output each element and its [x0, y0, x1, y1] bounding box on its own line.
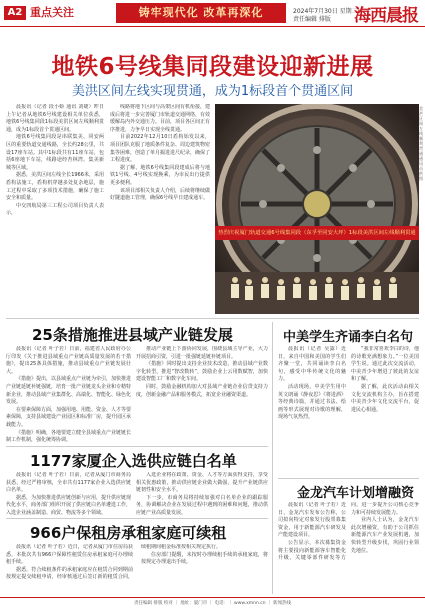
paragraph: 晨报讯（记者 叶子若）日前，记者从厦门市商务局获悉，经过严格审核，全市共有1177家企业入选供应链白名单。 — [6, 472, 131, 494]
story-body — [6, 472, 131, 516]
paragraph: 晨报讯（记者 吴露）近日，来自中国和美国的学生们齐聚一堂，共同诵读李白名句，感受中华传统文化的魅力。 — [278, 346, 346, 383]
story-body — [136, 346, 268, 444]
story-divider — [6, 446, 268, 447]
paragraph: 晨报讯（记者 叶子若）近日，记者从厦门市住房局获悉，本批次共有966户保障性租赁住房承租家庭可办理续租手续。 — [6, 544, 133, 566]
photo-caption: 美洪区间左线顺利贯通 通讯员 供图 — [419, 106, 423, 181]
paragraph: 活动现场，中美学生用中英文朗诵《静夜思》《将进酒》等经典诗篇，并通过书法、绘画等形式展现对诗歌的理解，现场气氛热烈。 — [278, 383, 346, 421]
paragraph: 在要素保障方面，加强用地、用能、资金、人才等要素保障，支持县域建设产业园区和标准厂房，提升园区承载能力。 — [6, 406, 131, 428]
paragraph: 住房部门提醒，未按时办理续租手续的承租家庭，将按规定办理退出手续。 — [141, 551, 268, 566]
paragraph: 该项目部相关负责人介绍，后续将继续做好隧道施工管理，确保6号线早日建成通车。 — [110, 187, 210, 202]
paragraph: 同时，鼓励金融机构加大对县域产业链企业信贷支持力度，创新金融产品和服务模式，拓宽企业融资渠道。 — [136, 383, 268, 398]
paragraph: “我非常喜欢李白的诗，他的诗歌充满想象力。”一位美国学生说。通过此次交流活动，中美青少年增进了彼此的友谊和了解。 — [351, 346, 419, 383]
paragraph: 《措施》同时提出支持企业技术改造，推动县域产业数字化转型，推进“智改数转”，鼓励企业上云用数赋智，加快建设智能工厂和数字化车间。 — [136, 361, 268, 383]
lead-headline: 地铁6号线集同段建设迎新进展 — [51, 54, 374, 80]
slogan-banner: 铸牢现代化 改革再深化 — [116, 3, 286, 23]
paragraph: 晨报讯（记者 段小娇 通讯 刘婕）昨日上午记者从地铁6号线建设相关单位获悉，地铁6号线集同段1标段美洪区间左线顺利贯通，成为1标段首个贯通区间。 — [6, 104, 104, 133]
paragraph: 据悉，符合续租条件的承租家庭应在租赁合同到期前按规定提交续租申请，经审核通过后签订新的租赁合同，续租期间租金标准按相关规定执行。 — [6, 544, 222, 581]
paragraph: 地铁6号线集同段是串联集美、同安两区的重要轨道交通线路，全长约28公里，共设17座车站。其中1标段共有11座车站，包括6座地下车站，线路途经杏林湾、集美新城等区域。 — [6, 134, 104, 171]
paragraph: 推动产业链上下游协同发展，围绕县域主导产业，大力开展招商引资，引进一批强链延链补链项目。 — [136, 346, 268, 360]
edition-info: 责任编辑 排版 — [293, 16, 331, 23]
section-label: 重点关注 — [30, 6, 74, 19]
tunnel-photo-illustration — [215, 104, 419, 314]
tunnel-breakthrough-photo — [215, 104, 419, 314]
paragraph: 中交四航局第三工程公司项目负责人表示， — [6, 202, 104, 217]
issue-date: 2024年7月30日 星期二 — [293, 8, 358, 15]
paragraph: 据了解，此次活动由相关文化交流机构主办，旨在搭建中美青少年文化交流平台，促进民心相通。 — [351, 383, 419, 413]
header-rule — [0, 26, 425, 27]
photo-banner-text: 热烈庆祝厦门轨道交通6号线集同段（东孚至同安大坪）1标段美洪区间左线顺利贯通 — [218, 230, 416, 236]
lead-subheadline: 美洪区间左线实现贯通，成为1标段首个贯通区间 — [71, 84, 354, 99]
story-divider — [278, 478, 419, 479]
newspaper-logo: 海西晨报 — [354, 6, 418, 26]
paragraph: 晨报讯（记者 叶子若）近日，金龙汽车发布公告称，公司拟向特定对象发行股票募集资金，用于新能源汽车研发及产能建设项目。 — [278, 502, 346, 539]
story-headline: 25条措施推进县域产业链发展 — [32, 326, 233, 344]
paragraph: 据悉，为加快推进供应链创新与应用，提升供应链现代化水平，商务部门组织开展了供应链白名单遴选工作，入选企业涵盖制造、商贸、物流等多个领域。 — [6, 494, 131, 516]
paragraph: 下一步，市商务局将持续加强对白名单企业的跟踪服务，协调解决企业在发展过程中遇到的困难和问题，推动供应链产业高质量发展。 — [136, 494, 268, 516]
paragraph: 据了解，地铁6号线集同段建成后将与地铁1号线、4号线实现换乘，为市民出行提供更多便利。 — [110, 164, 210, 186]
page-footer: 责任编辑 排版 校对 ｜ 地址：厦门市 ｜ 电话：｜ www.xmnn.cn ｜ 新闻热线 — [134, 601, 291, 606]
paragraph: 入选企业将在政策、资金、人才等方面获得支持，享受相关优惠政策，推动供应链企业做大做强，提升产业链供应链韧性和安全水平。 — [136, 472, 268, 494]
paragraph: 公告显示，本次募集资金将主要投向新能源客车智能化升级、关键零部件研发等方向，进一步提升公司核心竞争力和可持续发展能力。 — [278, 502, 419, 562]
story-body — [136, 472, 268, 516]
paragraph: 业内人士认为，金龙汽车此次增融资，有助于公司抓住新能源汽车产业发展机遇，加快转型升级步伐，巩固行业领先地位。 — [351, 517, 419, 554]
story-body — [278, 346, 419, 476]
story-body — [278, 502, 419, 594]
footer-rule — [0, 597, 425, 598]
paragraph: 线路将地下区间与高架区间有机衔接，建成后将进一步完善厦门市轨道交通网络，有效缓解岛内外交通压力。目前，项目各区间正有序推进，力争早日实现全线贯通。 — [110, 104, 210, 133]
story-headline: 中美学生齐诵李白名句 — [283, 330, 414, 345]
paragraph: 晨报讯（记者 叶子若）日前，福建省人民政府办公厅印发《关于推进县域重点产业链高质量发展的若干措施》，提出25条具体措施，推动县域重点产业链发展壮大。 — [6, 346, 131, 375]
story-body — [6, 544, 268, 594]
paragraph: 《措施》提出，以县域重点产业链为牵引，加快推进产业链延链补链强链，培育一批产业链龙头企业和专精特新企业，推动县域产业集群化、高端化、智能化、绿色化发展。 — [6, 376, 131, 406]
paragraph: 目前2022年12月10日盾构始发以来，项目团队克服了地质条件复杂、周边建筑物密集等困难，创造了单月掘进进尺纪录，确保了工程进度。 — [110, 134, 210, 164]
story-body — [6, 346, 131, 444]
story-headline: 966户保租房承租家庭可续租 — [30, 524, 227, 542]
page-number: A2 — [4, 6, 26, 20]
lead-column-2 — [110, 104, 210, 314]
section-divider — [6, 318, 419, 319]
story-headline: 1177家厦企入选供应链白名单 — [30, 452, 237, 470]
paragraph: 《措施》明确，各地要建立健全县域重点产业链链长制工作机制，强化统筹协调。 — [6, 429, 131, 444]
story-headline: 金龙汽车计划增融资 — [297, 486, 415, 501]
story-divider — [6, 518, 268, 519]
lead-column-1 — [6, 104, 104, 314]
paragraph: 据悉，美洪区间左线全长1966米，采用盾构法施工，盾构机穿越多处复杂地层，施工过程中采取了多项技术措施，确保了施工安全和质量。 — [6, 172, 104, 202]
column-divider — [272, 322, 273, 594]
